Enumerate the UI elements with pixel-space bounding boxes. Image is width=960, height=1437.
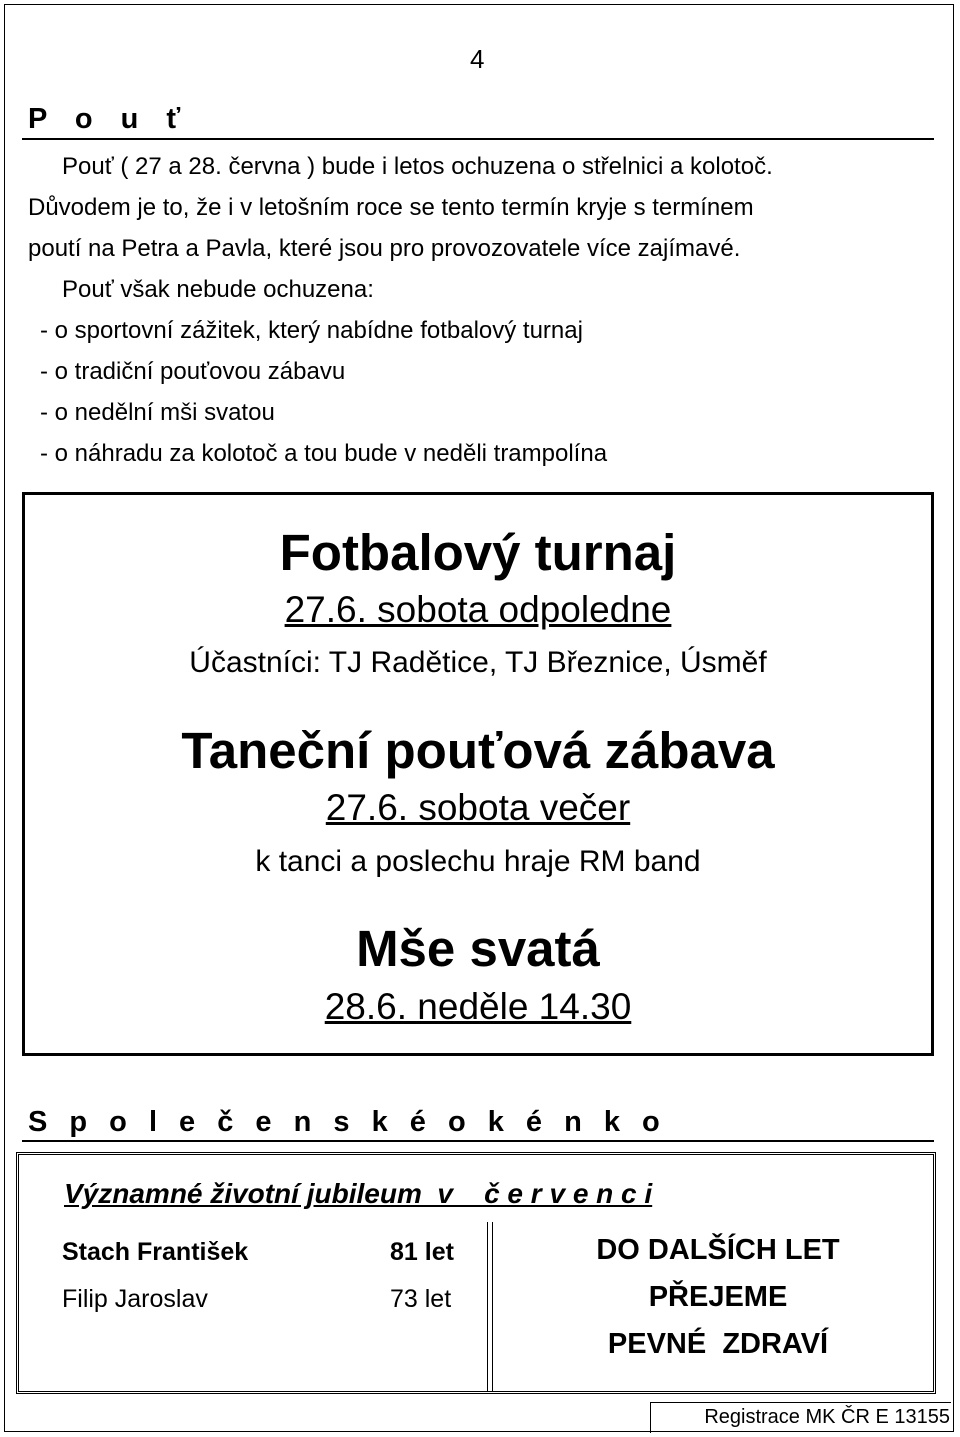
events-box: [22, 492, 934, 1056]
social-heading-rule: [22, 1140, 934, 1142]
wish-line-2: PŘEJEME: [648, 1281, 788, 1313]
jubilee-heading: Významné životní jubileum v č e r v e n c i: [64, 1178, 653, 1209]
pout-heading: P o u ť: [28, 103, 191, 135]
pout-bullet-4: - o náhradu za kolotoč a tou bude v neděli trampolína: [40, 440, 608, 467]
person-name-2: Filip Jaroslav: [62, 1285, 208, 1313]
mass-when: 28.6. neděle 14.30: [324, 986, 632, 1027]
pout-line-1: Pouť ( 27 a 28. června ) bude i letos ochuzena o střelnici a kolotoč.: [62, 153, 773, 180]
social-heading: S p o l e č e n s k é o k é n k o: [28, 1106, 667, 1138]
registration-text: Registrace MK ČR E 13155: [704, 1406, 950, 1428]
pout-line-2: Důvodem je to, že i v letošním roce se tento termín kryje s termínem: [28, 194, 754, 221]
pout-bullet-1: - o sportovní zážitek, který nabídne fotbalový turnaj: [40, 317, 583, 344]
pout-heading-rule: [22, 138, 934, 140]
mass-title: Mše svatá: [356, 920, 600, 977]
dance-note: k tanci a poslechu hraje RM band: [255, 845, 701, 878]
dance-title: Taneční pouťová zábava: [181, 722, 775, 779]
pout-bullet-2: - o tradiční pouťovou zábavu: [40, 358, 346, 385]
pout-line-3: poutí na Petra a Pavla, které jsou pro provozovatele více zajímavé.: [28, 235, 741, 262]
dance-when: 27.6. sobota večer: [325, 787, 631, 828]
person-age-2: 73 let: [390, 1285, 452, 1313]
column-divider: [487, 1222, 493, 1392]
person-age-1: 81 let: [390, 1238, 454, 1266]
page-number: 4: [470, 44, 485, 74]
person-name-1: Stach František: [62, 1238, 249, 1266]
football-participants: Účastníci: TJ Radětice, TJ Březnice, Úsměf: [189, 646, 767, 679]
wish-line-1: DO DALŠÍCH LET: [596, 1234, 840, 1266]
football-title: Fotbalový turnaj: [279, 524, 677, 581]
football-when: 27.6. sobota odpoledne: [284, 589, 672, 630]
pout-bullet-3: - o nedělní mši svatou: [40, 399, 275, 426]
wish-line-3: PEVNÉ ZDRAVÍ: [607, 1328, 829, 1360]
pout-intro: Pouť však nebude ochuzena:: [62, 276, 374, 303]
